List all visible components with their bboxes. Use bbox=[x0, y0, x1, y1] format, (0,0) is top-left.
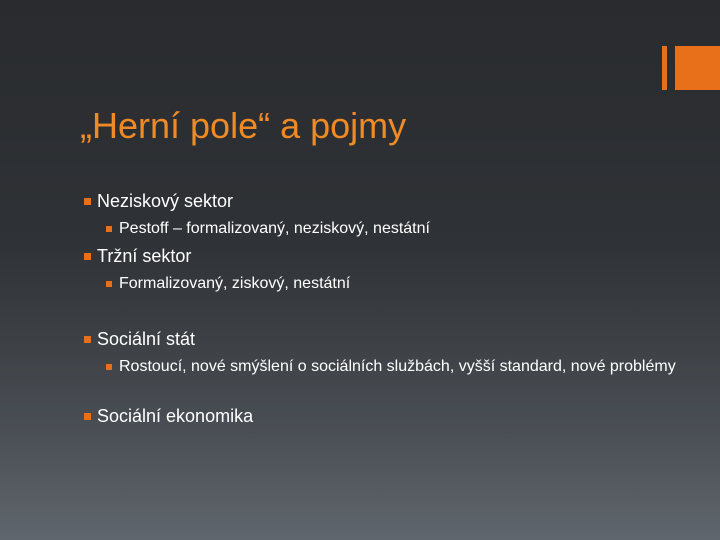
sub-bullet-text: Pestoff – formalizovaný, neziskový, nestátní bbox=[119, 220, 430, 237]
slide-title: „Herní pole“ a pojmy bbox=[80, 105, 407, 146]
square-bullet-icon bbox=[84, 336, 91, 343]
sub-bullet-rostouci bbox=[106, 357, 676, 377]
square-bullet-icon bbox=[84, 253, 91, 260]
bullet-text: Sociální ekonomika bbox=[97, 406, 254, 426]
sub-bullet-pestoff bbox=[106, 219, 676, 239]
bullet-text: Tržní sektor bbox=[97, 246, 192, 266]
bullet-neziskovy-sektor bbox=[84, 190, 233, 212]
bullet-socialni-stat bbox=[84, 328, 195, 350]
bullet-trzni-sektor bbox=[84, 245, 191, 267]
square-bullet-icon bbox=[84, 413, 91, 420]
accent-bar-thick bbox=[675, 46, 720, 90]
accent-bar-thin bbox=[662, 46, 667, 90]
sub-bullet-formalizovany bbox=[106, 274, 676, 294]
sub-bullet-text: Rostoucí, nové smýšlení o sociálních službách, vyšší standard, nové problémy bbox=[119, 358, 676, 375]
sub-bullet-text: Formalizovaný, ziskový, nestátní bbox=[119, 275, 351, 292]
bullet-text: Neziskový sektor bbox=[97, 191, 234, 211]
bullet-text: Sociální stát bbox=[97, 329, 196, 349]
square-bullet-icon bbox=[106, 281, 112, 287]
square-bullet-icon bbox=[84, 198, 91, 205]
bullet-socialni-ekonomika bbox=[84, 405, 253, 427]
square-bullet-icon bbox=[106, 364, 112, 370]
square-bullet-icon bbox=[106, 226, 112, 232]
